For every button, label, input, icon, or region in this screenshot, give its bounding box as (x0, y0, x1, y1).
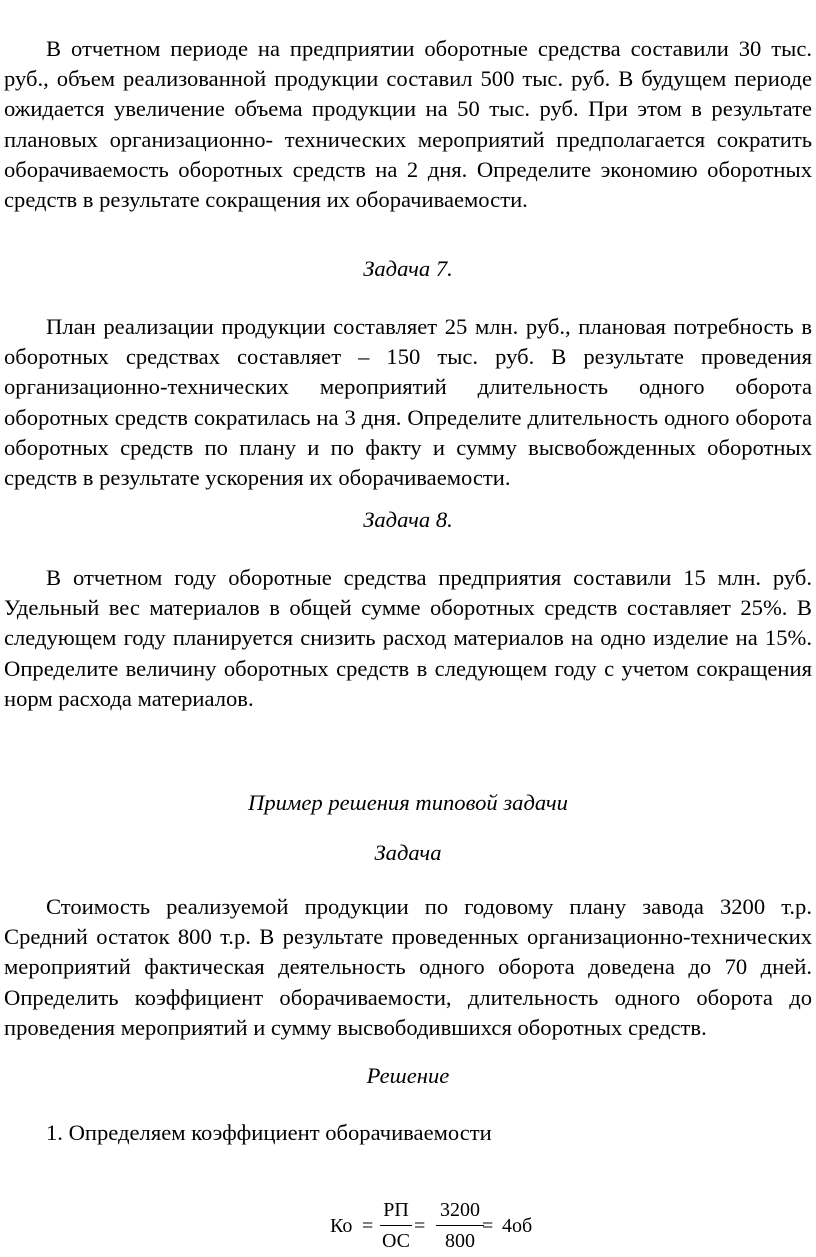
fraction-numerator: РП (383, 1199, 409, 1221)
fraction-bar (380, 1225, 412, 1226)
formula-fraction-symbols (380, 1197, 412, 1254)
example-heading: Пример решения типовой задачи (248, 790, 568, 815)
task7-text: План реализации продукции составляет 25 млн. руб., плановая потребность в оборотных средствах составляет – 150 тыс. руб. В результате проведения организационно-технических мероприятий длительность одного оборота оборотных средств сократилась на 3 дня. Определите длительность одного оборота оборотных средств по плану и по факту и сумму высвобожденных оборотных средств в результате ускорения их оборачиваемости. (4, 314, 812, 491)
formula-equals-2: = (414, 1215, 426, 1237)
formula-lhs: Ко (330, 1215, 353, 1237)
formula-fraction-values (436, 1197, 484, 1254)
fraction-denominator: ОС (381, 1230, 411, 1252)
fraction-denominator: 800 (445, 1230, 475, 1252)
formula-equals-1: = (362, 1215, 374, 1237)
fraction-numerator: 3200 (440, 1199, 480, 1221)
example-task-text: Стоимость реализуемой продукции по годовому плану завода 3200 т.р. Средний остаток 800 т.р. В результате проведенных организационно-технических мероприятий фактическая деятельность одного оборота доведена до 70 дней. Определить коэффициент оборачиваемости, длительность одного оборота до проведения мероприятий и сумму высвободившихся оборотных средств. (4, 894, 812, 1040)
solution-heading: Решение (366, 1063, 450, 1088)
task8-text: В отчетном году оборотные средства предприятия составили 15 млн. руб. Удельный вес материалов в общей сумме оборотных средств составляет 25%. В следующем году планируется снизить расход материалов на одно изделие на 15%. Определите величину оборотных средств в следующем году с учетом сокращения норм расхода материалов. (4, 565, 812, 711)
formula-equals-3: = (482, 1215, 494, 1237)
task6-text: В отчетном периоде на предприятии оборотные средства составили 30 тыс. руб., объем реализованной продукции составил 500 тыс. руб. В будущем периоде ожидается увеличение объема продукции на 50 тыс. руб. При этом в результате плановых организационно- технических мероприятий предполагается сократить оборачиваемость оборотных средств на 2 дня. Определите экономию оборотных средств в результате сокращения их оборачиваемости. (4, 36, 812, 213)
solution-step-1: 1. Определяем коэффициент оборачиваемости (46, 1120, 492, 1145)
task8-heading: Задача 8. (363, 507, 453, 532)
task-heading: Задача (374, 840, 442, 865)
fraction-bar (436, 1225, 484, 1226)
formula-result: 4об (502, 1215, 533, 1237)
task7-heading: Задача 7. (363, 256, 453, 281)
